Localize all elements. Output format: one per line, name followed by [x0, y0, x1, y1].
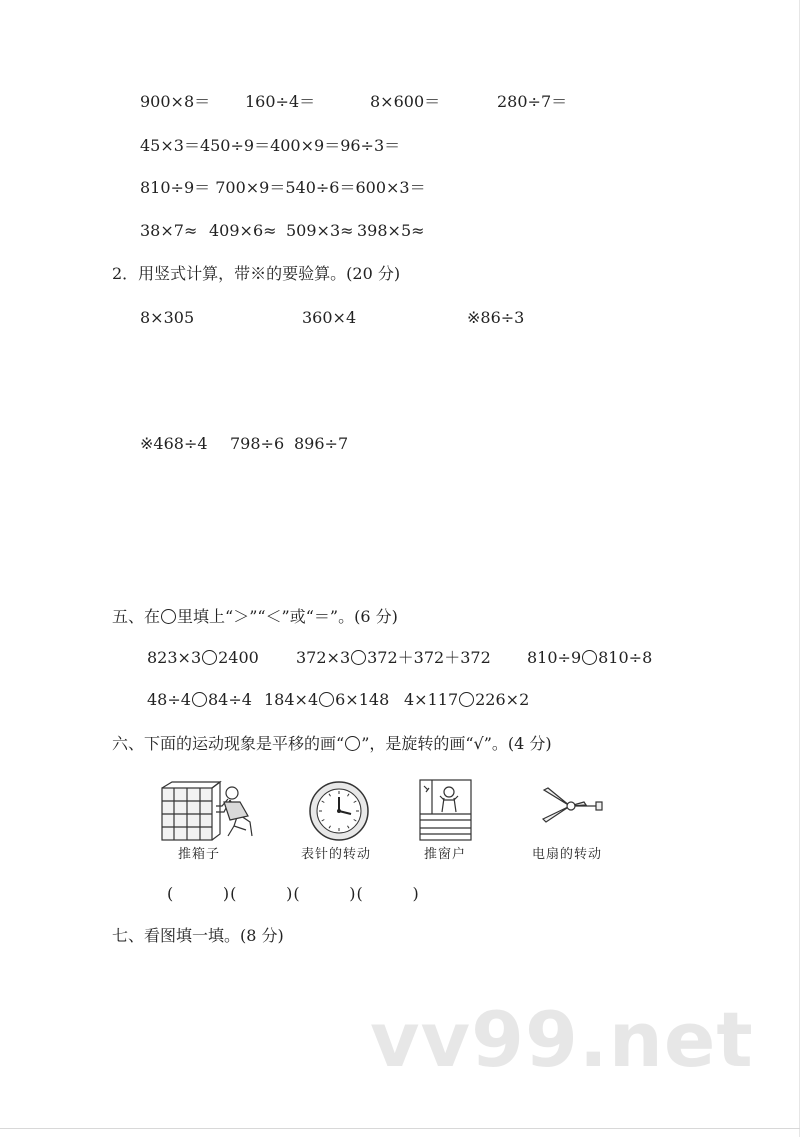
section6-heading — [112, 734, 552, 754]
clock-hands-illustration — [308, 780, 370, 842]
compare-item — [404, 690, 529, 710]
calc-row: 810÷9＝ 700×9＝540÷6＝600×3＝ — [140, 178, 426, 197]
section5-heading-prefix: 五、在 — [112, 607, 161, 626]
section6-heading-suffix: ”，是旋转的画“√”。(4 分) — [361, 734, 552, 753]
page-bottom-divider — [0, 1128, 800, 1129]
compare-item — [147, 648, 259, 668]
vertical-calc-item: ※468÷4 — [140, 434, 208, 453]
compare-right: 6×148 — [335, 690, 390, 709]
calc-item: 160÷4＝ — [245, 92, 316, 111]
compare-right: 810÷8 — [598, 648, 653, 667]
section5-heading-suffix: 里填上“＞”“＜”或“＝”。(6 分) — [177, 607, 398, 626]
ceiling-fan-illustration — [540, 786, 604, 826]
compare-circle[interactable] — [459, 692, 474, 707]
compare-right: 372＋372＋372 — [367, 648, 491, 667]
compare-circle[interactable] — [202, 650, 217, 665]
compare-circle[interactable] — [351, 650, 366, 665]
compare-item — [264, 690, 389, 710]
pushing-window-illustration — [418, 778, 473, 842]
compare-circle[interactable] — [319, 692, 334, 707]
estimate-item: 398×5≈ — [357, 221, 425, 240]
caption-fan-rotation: 电扇的转动 — [532, 847, 603, 862]
watermark: vv99.net — [370, 995, 754, 1084]
compare-circle[interactable] — [192, 692, 207, 707]
compare-circle[interactable] — [582, 650, 597, 665]
compare-right: 84÷4 — [207, 690, 252, 709]
caption-clock-hands: 表针的转动 — [301, 847, 372, 862]
calc-item: 280÷7＝ — [497, 92, 568, 111]
estimate-item: 38×7≈ — [140, 221, 198, 240]
circle-blank-icon — [161, 609, 176, 624]
compare-left: 372×3 — [296, 648, 351, 667]
calc-row: 45×3＝450÷9＝400×9＝96÷3＝ — [140, 136, 401, 155]
compare-left: 184×4 — [264, 690, 319, 709]
calc-item: 900×8＝ — [140, 92, 211, 111]
compare-left: 48÷4 — [147, 690, 191, 709]
caption-push-window: 推窗户 — [424, 847, 467, 862]
calc-item: 8×600＝ — [370, 92, 441, 111]
compare-right: 226×2 — [475, 690, 530, 709]
circle-mark-icon — [345, 736, 360, 751]
vertical-calc-item: ※86÷3 — [467, 308, 525, 327]
vertical-calc-item: 896÷7 — [294, 434, 349, 453]
vertical-calc-item: 8×305 — [140, 308, 195, 327]
vertical-calc-item: 798÷6 — [230, 434, 285, 453]
answer-blanks[interactable]: ( )( )( )( ) — [167, 884, 420, 903]
compare-left: 4×117 — [404, 690, 459, 709]
compare-item — [527, 648, 652, 668]
caption-push-box: 推箱子 — [178, 847, 221, 862]
section5-heading — [112, 607, 398, 627]
section7-heading: 七、看图填一填。(8 分) — [112, 926, 284, 945]
estimate-item: 509×3≈ — [286, 221, 354, 240]
compare-left: 810÷9 — [527, 648, 582, 667]
question-heading: 2．用竖式计算，带※的要验算。(20 分) — [112, 264, 401, 283]
vertical-calc-item: 360×4 — [302, 308, 357, 327]
compare-right: 2400 — [218, 648, 259, 667]
compare-item — [147, 690, 252, 710]
section6-heading-prefix: 六、下面的运动现象是平移的画“ — [112, 734, 345, 753]
estimate-item: 409×6≈ — [209, 221, 277, 240]
compare-item — [296, 648, 491, 668]
pushing-box-illustration — [160, 780, 260, 842]
compare-left: 823×3 — [147, 648, 202, 667]
